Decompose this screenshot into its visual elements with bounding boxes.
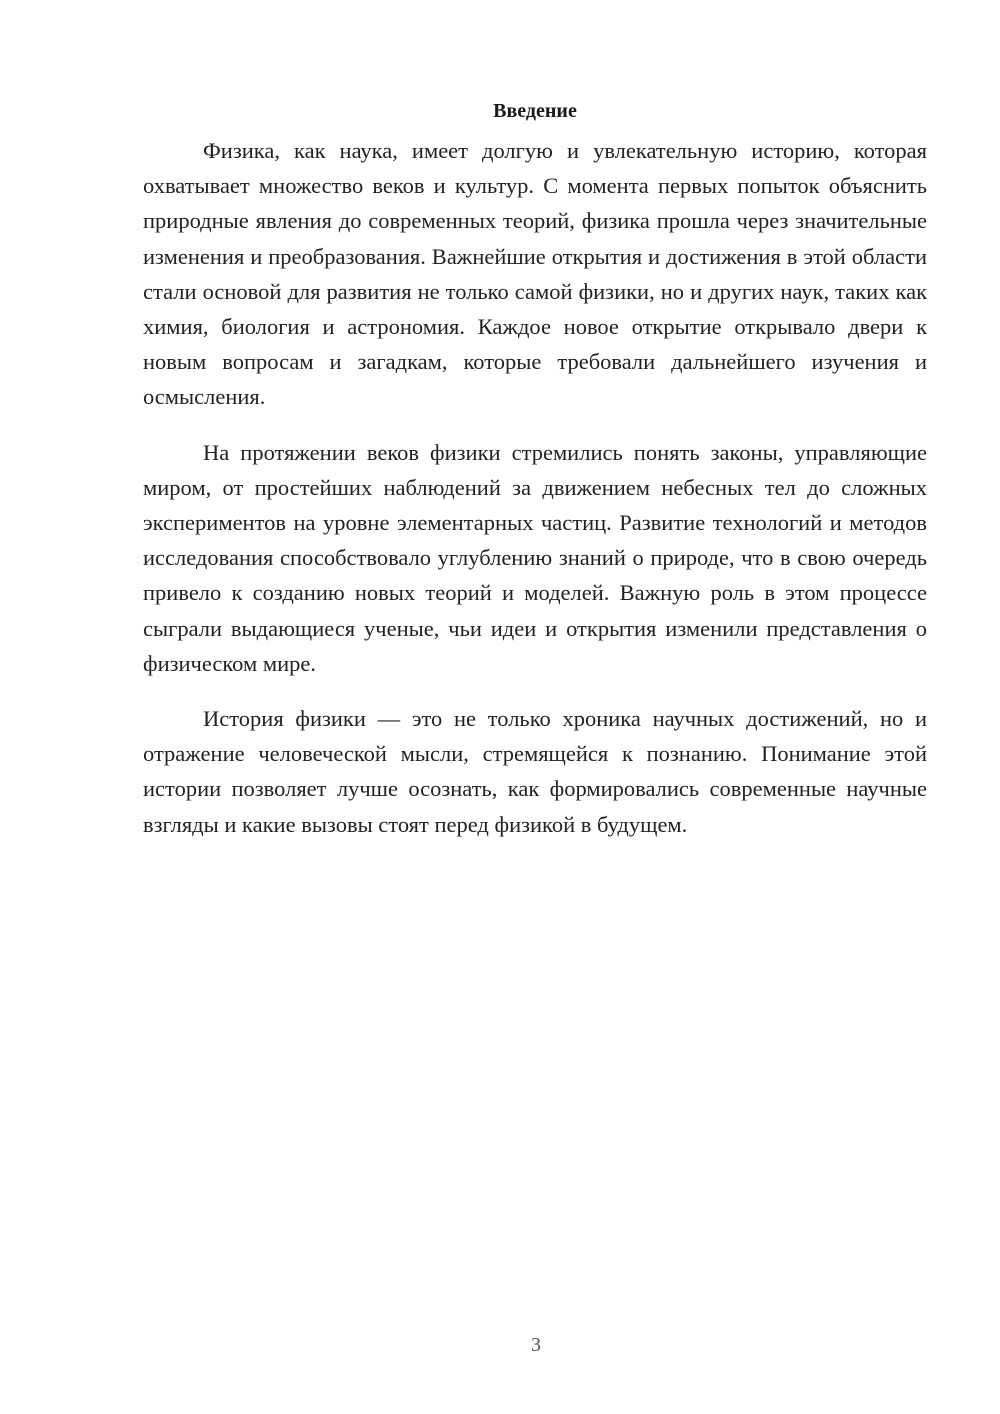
paragraph-1: Физика, как наука, имеет долгую и увлекательную историю, которая охватывает множество веков и культур. С момента первых попыток объяснить природные явления до современных теорий, физика прошла через значительные изменения и преобразования. Важнейшие открытия и достижения в этой области стали основой для развития не только самой физики, но и других наук, таких как химия, биология и астрономия. Каждое новое открытие открывало двери к новым вопросам и загадкам, которые требовали дальнейшего изучения и осмысления. [143, 138, 927, 410]
paragraph-3: История физики — это не только хроника научных достижений, но и отражение человеческой мысли, стремящейся к познанию. Понимание этой истории позволяет лучше осознать, как формировались современные научные взгляды и какие вызовы стоят перед физикой в будущем. [143, 706, 927, 837]
page-number: 3 [531, 1334, 541, 1356]
section-heading: Введение [493, 100, 577, 122]
paragraph-2: На протяжении веков физики стремились понять законы, управляющие миром, от простейших наблюдений за движением небесных тел до сложных экспериментов на уровне элементарных частиц. Развитие технологий и методов исследования способствовало углублению знаний о природе, что в свою очередь привело к созданию новых теорий и моделей. Важную роль в этом процессе сыграли выдающиеся ученые, чьи идеи и открытия изменили представления о физическом мире. [143, 439, 927, 676]
page-content [143, 97, 927, 862]
